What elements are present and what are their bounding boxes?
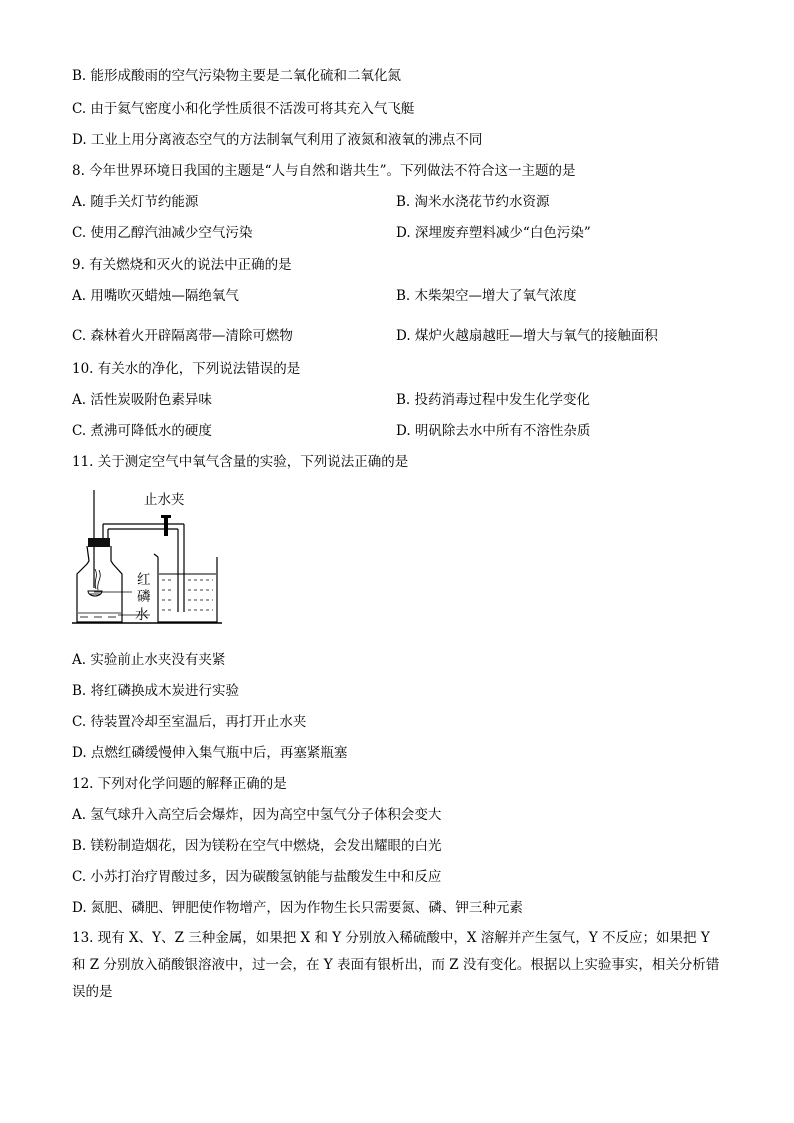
q12-stem: 12. 下列对化学问题的解释正确的是 [72, 776, 287, 792]
label-water: 水 [135, 607, 149, 623]
q10-stem: 10. 有关水的净化，下列说法错误的是 [72, 361, 301, 377]
q9-stem: 9. 有关燃烧和灭火的说法中正确的是 [72, 257, 292, 273]
q7-option-d: D. 工业上用分离液态空气的方法制氧气利用了液氮和液氧的沸点不同 [72, 132, 483, 148]
q12-option-a: A. 氢气球升入高空后会爆炸，因为高空中氢气分子体积会变大 [72, 807, 442, 823]
q7-option-c: C. 由于氦气密度小和化学性质很不活泼可将其充入气飞艇 [72, 101, 415, 117]
q11-option-c: C. 待装置冷却至室温后，再打开止水夹 [72, 714, 307, 730]
label-phosphorus: 磷 [137, 589, 151, 605]
q9-option-d: D. 煤炉火越扇越旺—增大与氧气的接触面积 [396, 328, 658, 344]
q11-option-a: A. 实验前止水夹没有夹紧 [72, 652, 226, 668]
q11-stem: 11. 关于测定空气中氧气含量的实验，下列说法正确的是 [72, 454, 409, 470]
label-water-clamp: 止水夹 [144, 492, 185, 508]
q11-option-d: D. 点燃红磷缓慢伸入集气瓶中后，再塞紧瓶塞 [72, 745, 348, 761]
q8-option-d: D. 深埋废弃塑料减少“白色污染” [396, 225, 591, 241]
q12-option-b: B. 镁粉制造烟花，因为镁粉在空气中燃烧，会发出耀眼的白光 [72, 838, 442, 854]
q10-option-a: A. 活性炭吸附色素异味 [72, 392, 212, 408]
q12-option-c: C. 小苏打治疗胃酸过多，因为碳酸氢钠能与盐酸发生中和反应 [72, 869, 442, 885]
q12-option-d: D. 氮肥、磷肥、钾肥使作物增产，因为作物生长只需要氮、磷、钾三种元素 [72, 900, 523, 916]
beaker [154, 554, 217, 622]
q11-option-b: B. 将红磷换成木炭进行实验 [72, 683, 240, 699]
rubber-stopper [88, 538, 110, 547]
q8-option-c: C. 使用乙醇汽油减少空气污染 [72, 225, 253, 241]
q8-option-a: A. 随手关灯节约能源 [72, 194, 199, 210]
q9-option-c: C. 森林着火开辟隔离带—清除可燃物 [72, 328, 293, 344]
label-red: 红 [137, 572, 151, 588]
q10-option-b: B. 投药消毒过程中发生化学变化 [396, 392, 591, 408]
q10-option-c: C. 煮沸可降低水的硬度 [72, 423, 212, 439]
q10-option-d: D. 明矾除去水中所有不溶性杂质 [396, 423, 591, 439]
q9-option-b: B. 木柴架空—增大了氧气浓度 [396, 288, 577, 304]
q13-stem: 13. 现有 X、Y、Z 三种金属，如果把 X 和 Y 分别放入稀硫酸中，X 溶解并产生氢气，Y 不反应；如果把 Y 和 Z 分别放入硝酸银溶液中，过一会，在 Y 表面有银析出，而 Z 没有变化。根据以上实验事实，相关分析错误的是 [72, 930, 720, 1000]
q8-stem: 8. 今年世界环境日我国的主题是“人与自然和谐共生”。下列做法不符合这一主题的是 [72, 163, 576, 179]
gas-bottle [77, 546, 122, 622]
experiment-apparatus-figure [72, 484, 232, 634]
q7-option-b: B. 能形成酸雨的空气污染物主要是二氧化硫和二氧化氮 [72, 68, 402, 84]
water-clamp [164, 517, 168, 536]
q9-option-a: A. 用嘴吹灭蜡烛—隔绝氧气 [72, 288, 239, 304]
q8-option-b: B. 淘米水浇花节约水资源 [396, 194, 550, 210]
